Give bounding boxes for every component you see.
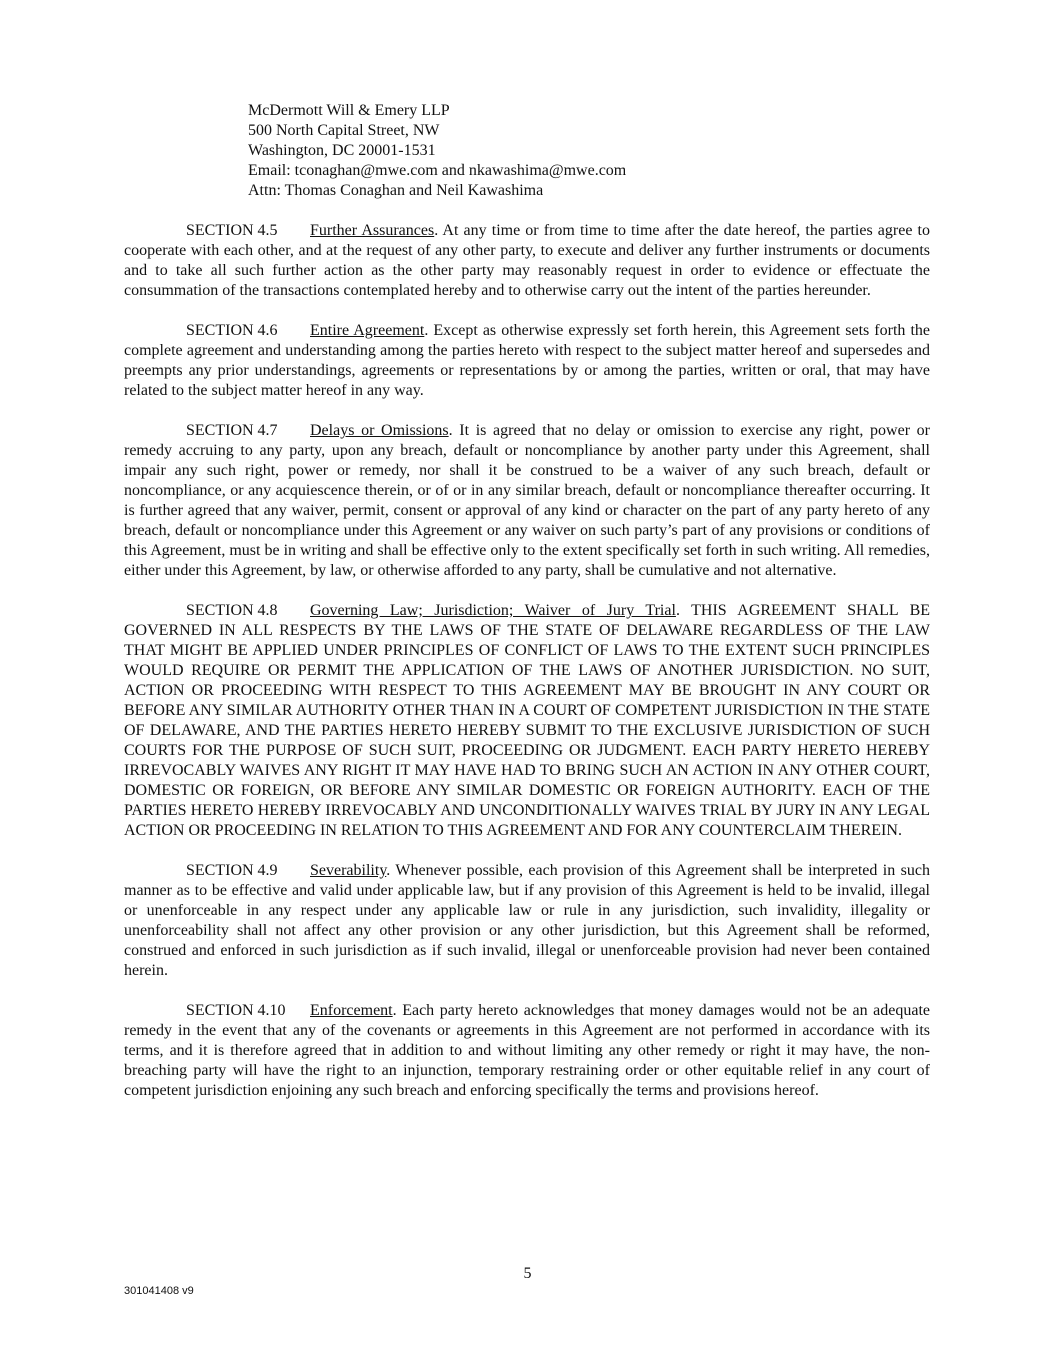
section-4-8 (124, 601, 930, 841)
section-text: . It is agreed that no delay or omission to exercise any right, power or remedy accruing to any party, upon any breach, default or noncompliance by another party under this Agreement, shall impair any such right, power or remedy, nor shall it be construed to be a waiver of any such breach, default or noncompliance, or any acquiescence therein, or of or in any similar breach, default or noncompliance thereafter occurring. It is further agreed that any waiver, permit, consent or approval of any kind or character on the part of any party hereto of any breach, default or noncompliance under this Agreement or any waiver on such party’s part of any provisions or conditions of this Agreement, must be in writing and shall be effective only to the extent specifically set forth in such writing. All remedies, either under this Agreement, by law, or otherwise afforded to any party, shall be cumulative and not alternative. (124, 422, 930, 579)
section-number: SECTION 4.5 (186, 222, 278, 239)
section-text: . Each party hereto acknowledges that money damages would not be an adequate remedy in the event that any of the covenants or agreements in this Agreement are not performed in accordance with its terms, and it is therefore agreed that in addition to and without limiting any other remedy or right it may have, the non-breaching party will have the right to an injunction, temporary restraining order or other equitable relief in any court of competent jurisdiction enjoining any such breach and enforcing specifically the terms and provisions hereof. (124, 1002, 930, 1099)
section-number: SECTION 4.7 (186, 422, 278, 439)
section-4-9 (124, 861, 930, 981)
section-number: SECTION 4.10 (186, 1002, 286, 1019)
address-block (248, 101, 626, 201)
section-4-5 (124, 221, 930, 301)
section-4-7 (124, 421, 930, 581)
section-text: . Except as otherwise expressly set forth herein, this Agreement sets forth the complete agreement and understanding among the parties hereto with respect to the subject matter hereof and supersedes and preempts any prior understandings, agreements or representations by or among the parties, written or oral, that may have related to the subject matter hereof in any way. (124, 322, 930, 399)
address-line: Attn: Thomas Conaghan and Neil Kawashima (248, 182, 544, 199)
document-body (124, 221, 930, 1121)
address-line: Email: tconaghan@mwe.com and nkawashima@mwe.com (248, 162, 627, 179)
section-title: Further Assurances (310, 222, 435, 239)
section-title: Severability (310, 862, 387, 879)
section-4-10 (124, 1001, 930, 1101)
section-text: . THIS AGREEMENT SHALL BE GOVERNED IN ALL RESPECTS BY THE LAWS OF THE STATE OF DELAWARE REGARDLESS OF THE LAW THAT MIGHT BE APPLIED UNDER PRINCIPLES OF CONFLICT OF LAWS TO THE EXTENT SUCH PRINCIPLES WOULD REQUIRE OR PERMIT THE APPLICATION OF THE LAWS OF ANOTHER JURISDICTION. NO SUIT, ACTION OR PROCEEDING WITH RESPECT TO THIS AGREEMENT MAY BE BROUGHT IN ANY COURT OR BEFORE ANY SIMILAR AUTHORITY OTHER THAN IN A COURT OF COMPETENT JURISDICTION IN THE STATE OF DELAWARE, AND THE PARTIES HERETO HEREBY SUBMIT TO THE EXCLUSIVE JURISDICTION OF SUCH COURTS FOR THE PURPOSE OF SUCH SUIT, PROCEEDING OR JUDGMENT. EACH PARTY HERETO HEREBY IRREVOCABLY WAIVES ANY RIGHT IT MAY HAVE HAD TO BRING SUCH AN ACTION IN ANY OTHER COURT, DOMESTIC OR FOREIGN, OR BEFORE ANY SIMILAR DOMESTIC OR FOREIGN AUTHORITY. EACH OF THE PARTIES HERETO HEREBY IRREVOCABLY AND UNCONDITIONALLY WAIVES TRIAL BY JURY IN ANY LEGAL ACTION OR PROCEEDING IN RELATION TO THIS AGREEMENT AND FOR ANY COUNTERCLAIM THEREIN. (124, 602, 931, 839)
document-id: 301041408 v9 (124, 1285, 194, 1297)
section-4-6 (124, 321, 930, 401)
page-number: 5 (523, 1265, 532, 1282)
address-line: Washington, DC 20001-1531 (248, 142, 436, 159)
section-text: . At any time or from time to time after the date hereof, the parties agree to cooperate with each other, and at the request of any other party, to execute and deliver any further instruments or documents and to take all such further action as the other party may reasonably request in order to evidence or effectuate the consummation of the transactions contemplated hereby and to otherwise carry out the intent of the parties hereunder. (124, 222, 930, 299)
address-line: 500 North Capital Street, NW (248, 122, 440, 139)
section-title: Governing Law; Jurisdiction; Waiver of Jury Trial (310, 602, 676, 619)
section-title: Entire Agreement (310, 322, 425, 339)
address-line: McDermott Will & Emery LLP (248, 102, 450, 119)
section-number: SECTION 4.9 (186, 862, 278, 879)
section-number: SECTION 4.8 (186, 602, 278, 619)
section-title: Delays or Omissions (310, 422, 449, 439)
section-title: Enforcement (310, 1002, 393, 1019)
section-text: . Whenever possible, each provision of this Agreement shall be interpreted in such manner as to be effective and valid under applicable law, but if any provision of this Agreement is held to be invalid, illegal or unenforceable in any respect under any applicable law or rule in any jurisdiction, such invalidity, illegality or unenforceability shall not affect any other provision or any other jurisdiction, but this Agreement shall be reformed, construed and enforced in such jurisdiction as if such invalid, illegal or unenforceable provision had never been contained herein. (124, 862, 930, 979)
section-number: SECTION 4.6 (186, 322, 278, 339)
